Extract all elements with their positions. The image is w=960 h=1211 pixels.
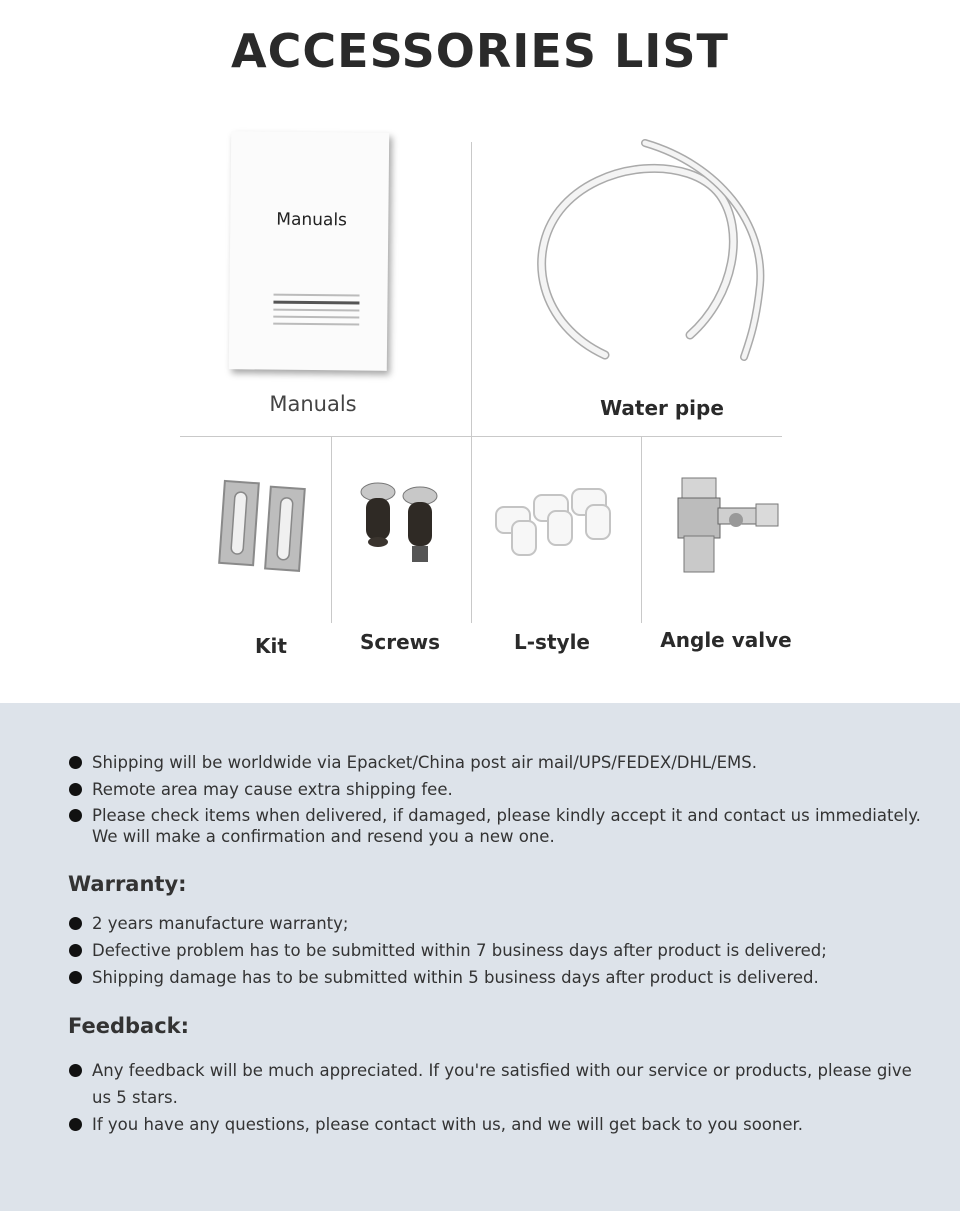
warranty-heading: Warranty: bbox=[68, 872, 187, 896]
bullet bbox=[69, 1064, 82, 1077]
feedback-item-2: If you have any questions, please contact with us, and we will get back to you sooner. bbox=[92, 1115, 804, 1134]
shipping-item-3-cont: We will make a confirmation and resend you a new one. bbox=[92, 827, 555, 846]
bullet bbox=[69, 944, 82, 957]
divider-horizontal bbox=[180, 436, 782, 437]
warranty-item-3: Shipping damage has to be submitted within 5 business days after product is delivered. bbox=[92, 968, 819, 987]
l-style-image bbox=[490, 485, 615, 565]
kit-image bbox=[218, 478, 312, 578]
water-pipe-image bbox=[520, 135, 780, 370]
bullet bbox=[69, 756, 82, 769]
bullet bbox=[69, 783, 82, 796]
bullet bbox=[69, 809, 82, 822]
kit-label: Kit bbox=[255, 634, 287, 658]
screws-label: Screws bbox=[359, 630, 441, 654]
divider-vertical-3 bbox=[641, 437, 642, 623]
manuals-label: Manuals bbox=[269, 392, 357, 416]
feedback-heading: Feedback: bbox=[68, 1014, 190, 1038]
shipping-item-1: Shipping will be worldwide via Epacket/China post air mail/UPS/FEDEX/DHL/EMS. bbox=[92, 753, 758, 772]
screws-image bbox=[352, 476, 452, 572]
manuals-image bbox=[229, 131, 389, 371]
warranty-item-2: Defective problem has to be submitted within 7 business days after product is delivered; bbox=[92, 941, 827, 960]
angle-valve-label: Angle valve bbox=[660, 628, 792, 652]
shipping-item-2: Remote area may cause extra shipping fee. bbox=[92, 780, 453, 799]
page-title: ACCESSORIES LIST bbox=[231, 24, 729, 78]
divider-vertical-2 bbox=[471, 437, 472, 623]
manual-cover-title: Manuals bbox=[276, 209, 348, 231]
l-style-label: L-style bbox=[514, 630, 590, 654]
divider-vertical-1 bbox=[331, 437, 332, 623]
feedback-item-1: Any feedback will be much appreciated. If you're satisfied with our service or products, please give bbox=[92, 1061, 912, 1080]
feedback-item-1-cont: us 5 stars. bbox=[92, 1088, 178, 1107]
divider-vertical-top bbox=[471, 142, 472, 436]
water-pipe-label: Water pipe bbox=[600, 396, 724, 420]
bullet bbox=[69, 971, 82, 984]
bullet bbox=[69, 1118, 82, 1131]
warranty-item-1: 2 years manufacture warranty; bbox=[92, 914, 349, 933]
manual-cover-text-lines bbox=[273, 294, 359, 331]
shipping-item-3: Please check items when delivered, if damaged, please kindly accept it and contact us immediately. bbox=[92, 806, 921, 825]
angle-valve-image bbox=[668, 470, 788, 580]
bullet bbox=[69, 917, 82, 930]
